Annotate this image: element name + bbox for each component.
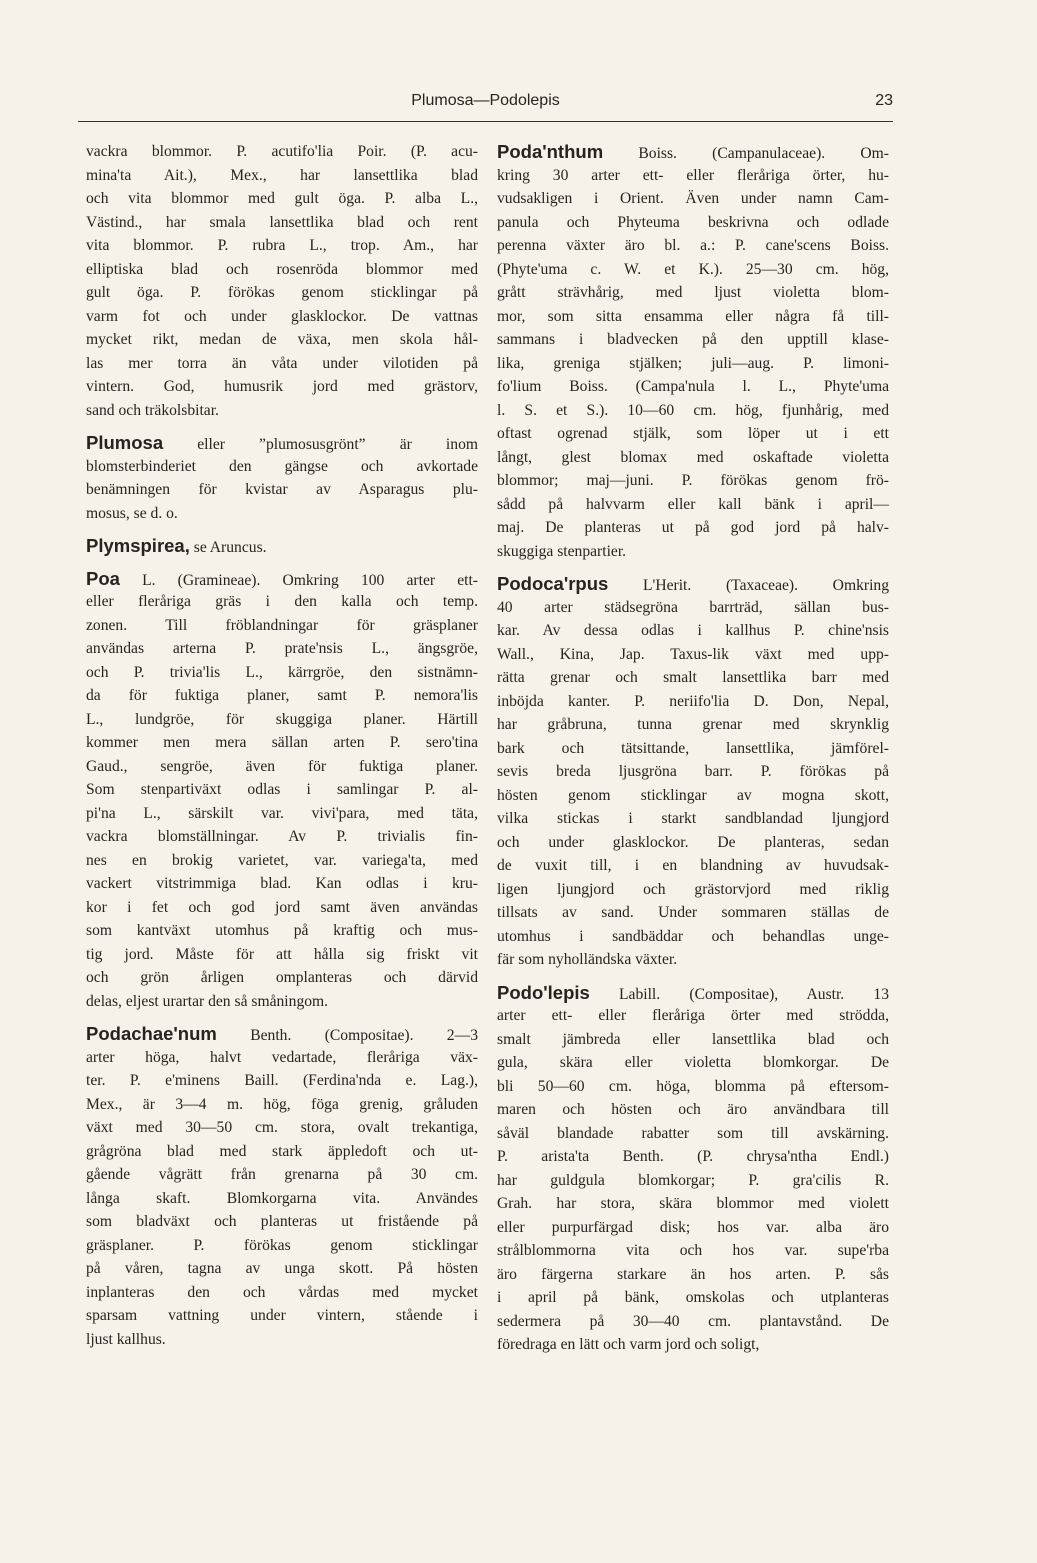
text-line — [497, 1169, 889, 1193]
line-text: panula och Phyteuma beskrivna och odlade — [497, 213, 889, 231]
text-line — [86, 919, 478, 943]
line-text: oftast ogrenad stjälk, som löper ut i ett — [497, 425, 889, 442]
text-line — [497, 305, 889, 329]
text-line — [497, 234, 889, 258]
right-column — [497, 140, 889, 1357]
text-line — [497, 1028, 889, 1052]
line-text: äro färgerna starkare än hos arten. P. sås — [497, 1265, 889, 1283]
line-text: rätta grenar och smalt lansettlika barr med — [497, 669, 889, 686]
line-text: eller ”plumosusgrönt” är inom — [163, 436, 478, 453]
text-line — [497, 375, 889, 399]
text-line — [86, 1304, 478, 1328]
line-text: gräsplaner. P. förökas genom sticklingar — [86, 1236, 478, 1254]
text-line — [497, 1216, 889, 1240]
text-line — [86, 990, 478, 1014]
text-line — [497, 596, 889, 620]
text-line — [86, 1022, 478, 1046]
text-line — [86, 684, 478, 708]
text-line — [497, 854, 889, 878]
entry-headword: Plymspirea, — [86, 535, 190, 556]
text-line — [86, 1046, 478, 1070]
text-line — [497, 666, 889, 690]
text-line — [86, 661, 478, 685]
text-line — [86, 1069, 478, 1093]
text-line — [497, 901, 889, 925]
line-text: vackra blomställningar. Av P. trivialis fin- — [86, 828, 478, 845]
text-line — [497, 1263, 889, 1287]
text-line — [86, 258, 478, 282]
text-line — [86, 328, 478, 352]
text-line — [497, 1333, 889, 1357]
line-text: zonen. Till fröblandningar för gräsplaner — [86, 616, 478, 634]
text-line — [86, 1234, 478, 1258]
text-line — [86, 187, 478, 211]
line-text: maj. De planteras ut på god jord på halv- — [497, 519, 889, 536]
text-line — [497, 572, 889, 596]
text-line — [497, 422, 889, 446]
left-column — [86, 140, 478, 1351]
line-text: har guldgula blomkorgar; P. gra'cilis R. — [497, 1171, 889, 1189]
line-text: de vuxit till, i en blandning av huvudsak- — [497, 857, 889, 874]
header-rule — [78, 121, 893, 122]
line-text: sådd på halvvarm eller kall bänk i april— — [497, 495, 889, 513]
line-text: nes en brokig varietet, var. variega'ta, med — [86, 851, 478, 869]
line-text: L'Herit. (Taxaceae). Omkring — [608, 577, 889, 594]
text-line — [86, 1257, 478, 1281]
line-text: lika, greniga stjälken; juli—aug. P. limoni- — [497, 354, 889, 372]
entry-headword: Plumosa — [86, 432, 164, 453]
text-line — [497, 1004, 889, 1028]
text-line — [86, 455, 478, 479]
line-text: L., lundgröe, för skuggiga planer. Härtill — [86, 710, 478, 728]
dictionary-entry — [497, 981, 889, 1357]
line-text: strålblommorna vita och hos var. supe'rba — [497, 1242, 889, 1259]
line-text: l. S. et S.). 10—60 cm. hög, fjunhårig, med — [497, 401, 889, 419]
line-text: utomhus i sandbäddar och behandlas unge- — [497, 927, 889, 945]
line-text: som bladväxt och planteras ut fristående på — [86, 1213, 478, 1230]
text-line — [497, 516, 889, 540]
text-line — [497, 399, 889, 423]
text-line — [497, 760, 889, 784]
text-line — [497, 281, 889, 305]
line-text: pi'na L., särskilt var. vivi'para, med täta, — [86, 804, 478, 822]
line-text: användas arterna P. prate'nsis L., ängsgröe, — [86, 640, 478, 657]
text-line — [86, 849, 478, 873]
dictionary-entry — [86, 431, 478, 525]
text-line — [86, 211, 478, 235]
text-line — [86, 614, 478, 638]
text-line — [86, 567, 478, 591]
line-text: da för fuktiga planer, samt P. nemora'lis — [86, 687, 478, 704]
entry-headword: Poa — [86, 567, 120, 589]
line-text: vilka stickas i starkt sandblandad ljungjord — [497, 810, 889, 827]
dictionary-entry — [86, 534, 478, 558]
entry-headword: Podoca'rpus — [497, 573, 609, 594]
text-line — [497, 807, 889, 831]
text-line — [86, 966, 478, 990]
line-text: sand och träkolsbitar. — [86, 401, 219, 419]
text-line — [497, 1286, 889, 1310]
entry-headword: Podo'lepis — [497, 981, 590, 1003]
text-line — [86, 478, 478, 502]
line-text: Gaud., sengröe, även för fuktiga planer. — [86, 757, 478, 775]
text-line — [497, 1145, 889, 1169]
line-text: bark och tätsittande, lansettlika, jämförel- — [497, 739, 889, 757]
line-text: grågröna blad med stark äppledoft och ut- — [86, 1142, 478, 1160]
text-line — [497, 1192, 889, 1216]
line-text: kar. Av dessa odlas i kallhus P. chine'nsis — [497, 622, 889, 639]
line-text: kring 30 arter ett- eller fleråriga örter, hu- — [497, 166, 889, 184]
line-text: P. arista'ta Benth. (P. chrysa'ntha Endl.) — [497, 1148, 889, 1165]
line-text: långt, glest blomax med oskaftade violetta — [497, 448, 889, 466]
line-text: ter. P. e'minens Baill. (Ferdina'nda e. Lag.), — [86, 1072, 478, 1089]
text-line — [497, 1239, 889, 1263]
line-text: Labill. (Compositae), Austr. 13 — [589, 985, 889, 1003]
text-line — [86, 281, 478, 305]
line-text: skuggiga stenpartier. — [497, 542, 627, 560]
text-line — [86, 1210, 478, 1234]
text-line — [497, 878, 889, 902]
line-text: eller fleråriga gräs i den kalla och temp. — [86, 593, 478, 610]
line-text: kor i fet och god jord samt även användas — [86, 898, 478, 916]
line-text: har gråbruna, tunna grenar med skrynklig — [497, 716, 889, 733]
line-text: på våren, tagna av unga skott. På hösten — [86, 1260, 478, 1277]
dictionary-entry — [86, 140, 478, 422]
text-line — [497, 1051, 889, 1075]
text-line — [86, 375, 478, 399]
line-text: och vita blommor med gult öga. P. alba L., — [86, 190, 478, 207]
line-text: mina'ta Ait.), Mex., har lansettlika blad — [86, 166, 478, 184]
line-text: elliptiska blad och rosenröda blommor med — [86, 260, 478, 278]
line-text: ljust kallhus. — [86, 1330, 166, 1348]
dictionary-entry — [497, 140, 889, 563]
line-text: Mex., är 3—4 m. hög, föga grenig, gråluden — [86, 1095, 478, 1113]
line-text: och under glasklockor. De planteras, sedan — [497, 833, 889, 851]
text-line — [497, 925, 889, 949]
line-text: långa skaft. Blomkorgarna vita. Användes — [86, 1189, 478, 1207]
text-line — [497, 619, 889, 643]
text-line — [497, 1098, 889, 1122]
line-text: vita blommor. P. rubra L., trop. Am., har — [86, 237, 478, 254]
line-text: las mer torra än våta under vilotiden på — [86, 354, 478, 372]
line-text: föredraga en lätt och varm jord och soligt, — [497, 1336, 760, 1353]
text-line — [497, 187, 889, 211]
text-line — [497, 831, 889, 855]
line-text: Benth. (Compositae). 2—3 — [216, 1027, 478, 1044]
text-line — [497, 1075, 889, 1099]
text-line — [86, 1281, 478, 1305]
text-line — [497, 446, 889, 470]
text-line — [86, 1163, 478, 1187]
line-text: vintern. God, humusrik jord med grästorv, — [86, 378, 478, 395]
dictionary-entry — [86, 567, 478, 1014]
line-text: vudsakligen i Orient. Även under namn Cam- — [497, 190, 889, 207]
line-text: tillsats av sand. Under sommaren ställas de — [497, 904, 889, 921]
line-text: som kantväxt utomhus på kraftig och mus- — [86, 922, 478, 939]
line-text: arter ett- eller fleråriga örter med strödda, — [497, 1007, 889, 1024]
line-text: arter höga, halvt vedartade, fleråriga väx- — [86, 1048, 478, 1066]
line-text: se Aruncus. — [189, 539, 267, 556]
text-line — [86, 1328, 478, 1352]
text-line — [86, 164, 478, 188]
line-text: vackert vitstrimmiga blad. Kan odlas i kru- — [86, 875, 478, 892]
line-text: maren och hösten och äro användbara till — [497, 1101, 889, 1118]
line-text: mosus, se d. o. — [86, 504, 178, 522]
text-line — [497, 981, 889, 1005]
text-line — [497, 737, 889, 761]
line-text: fär som nyholländska växter. — [497, 951, 678, 968]
line-text: och grön årligen omplanteras och därvid — [86, 969, 478, 986]
text-line — [497, 948, 889, 972]
text-line — [497, 469, 889, 493]
running-title: Plumosa—Podolepis — [411, 92, 560, 109]
page-number: 23 — [875, 92, 893, 109]
line-text: gående vågrätt från grenarna på 30 cm. — [86, 1166, 478, 1183]
text-line — [86, 755, 478, 779]
line-text: gula, skära eller violetta blomkorgar. De — [497, 1054, 889, 1071]
line-text: 40 arter städsegröna barrträd, sällan bus- — [497, 598, 889, 616]
text-line — [86, 1140, 478, 1164]
line-text: perenna växter äro bl. a.: P. cane'scens Boiss. — [497, 237, 889, 254]
entry-headword: Podachae'num — [86, 1023, 217, 1044]
text-line — [86, 234, 478, 258]
dictionary-entry — [497, 572, 889, 972]
text-line — [86, 399, 478, 423]
line-text: mor, som sitta ensamma eller några få till- — [497, 307, 889, 325]
text-line — [497, 211, 889, 235]
line-text: (Phyte'uma c. W. et K.). 25—30 cm. hög, — [497, 260, 889, 278]
line-text: Boiss. (Campanulaceae). Om- — [603, 145, 889, 162]
text-line — [497, 164, 889, 188]
entry-headword: Poda'nthum — [497, 141, 604, 162]
text-line — [86, 534, 478, 558]
text-line — [497, 328, 889, 352]
text-line — [86, 502, 478, 526]
text-line — [497, 493, 889, 517]
text-line — [86, 431, 478, 455]
text-line — [86, 305, 478, 329]
line-text: kommer men mera sällan arten P. sero'tina — [86, 734, 478, 751]
text-line — [497, 258, 889, 282]
line-text: blommor; maj—juni. P. förökas genom frö- — [497, 472, 889, 489]
text-line — [86, 731, 478, 755]
line-text: i april på bänk, omskolas och utplanteras — [497, 1289, 889, 1306]
text-line — [497, 140, 889, 164]
line-text: sevis breda ljusgröna barr. P. förökas på — [497, 763, 889, 780]
line-text: varm fot och under glasklockor. De vattnas — [86, 307, 478, 325]
line-text: benämningen för kvistar av Asparagus plu- — [86, 481, 478, 498]
line-text: tig jord. Måste för att hålla sig friskt vit — [86, 945, 478, 963]
text-line — [86, 825, 478, 849]
text-line — [497, 1310, 889, 1334]
text-line — [86, 637, 478, 661]
line-text: bli 50—60 cm. höga, blomma på eftersom- — [497, 1077, 889, 1095]
text-line — [86, 802, 478, 826]
line-text: mycket rikt, medan de växa, men skola hål- — [86, 331, 478, 348]
text-line — [497, 690, 889, 714]
line-text: Som stenpartiväxt odlas i samlingar P. al- — [86, 781, 478, 798]
text-line — [86, 708, 478, 732]
text-line — [497, 713, 889, 737]
line-text: smalt jämbreda eller lansettlika blad och — [497, 1030, 889, 1048]
line-text: Grah. har stora, skära blommor med violett — [497, 1195, 889, 1212]
text-line — [497, 784, 889, 808]
line-text: såväl blandade rabatter som till avskärning. — [497, 1124, 889, 1142]
line-text: sparsam vattning under vintern, stående i — [86, 1307, 478, 1324]
text-line — [86, 352, 478, 376]
line-text: gult öga. P. förökas genom sticklingar på — [86, 284, 478, 301]
text-line — [86, 1093, 478, 1117]
line-text: Västind., har smala lansettlika blad och rent — [86, 213, 478, 231]
line-text: sedermera på 30—40 cm. plantavstånd. De — [497, 1312, 889, 1330]
line-text: Wall., Kina, Jap. Taxus-lik växt med upp- — [497, 645, 889, 663]
dictionary-entry — [86, 1022, 478, 1351]
text-line — [86, 896, 478, 920]
line-text: hösten genom sticklingar av mogna skott, — [497, 786, 889, 804]
text-line — [497, 540, 889, 564]
text-line — [497, 352, 889, 376]
line-text: inplanteras den och vårdas med mycket — [86, 1283, 478, 1301]
line-text: delas, eljest urartar den så småningom. — [86, 992, 329, 1010]
text-line — [497, 643, 889, 667]
text-line — [86, 778, 478, 802]
line-text: grått strävhårig, med ljust violetta blom- — [497, 284, 889, 301]
text-line — [86, 943, 478, 967]
line-text: sammans i bladvecken på den upptill klase- — [497, 331, 889, 348]
running-head — [78, 92, 893, 114]
text-line — [86, 872, 478, 896]
text-line — [86, 140, 478, 164]
line-text: eller purpurfärgad disk; hos var. alba äro — [497, 1218, 889, 1236]
line-text: blomsterbinderiet den gängse och avkortade — [86, 457, 478, 475]
line-text: inböjda kanter. P. neriifo'lia D. Don, Nepal, — [497, 692, 889, 710]
line-text: vackra blommor. P. acutifo'lia Poir. (P. acu- — [86, 143, 478, 160]
line-text: växt med 30—50 cm. stora, ovalt trekantiga, — [86, 1119, 478, 1136]
text-line — [497, 1122, 889, 1146]
line-text: L. (Gramineae). Omkring 100 arter ett- — [119, 571, 478, 589]
line-text: fo'lium Boiss. (Campa'nula l. L., Phyte'uma — [497, 378, 889, 395]
text-line — [86, 1187, 478, 1211]
line-text: ligen ljungjord och grästorvjord med riklig — [497, 880, 889, 898]
text-line — [86, 590, 478, 614]
line-text: och P. trivia'lis L., kärrgröe, den sistnämn- — [86, 663, 478, 681]
text-line — [86, 1116, 478, 1140]
